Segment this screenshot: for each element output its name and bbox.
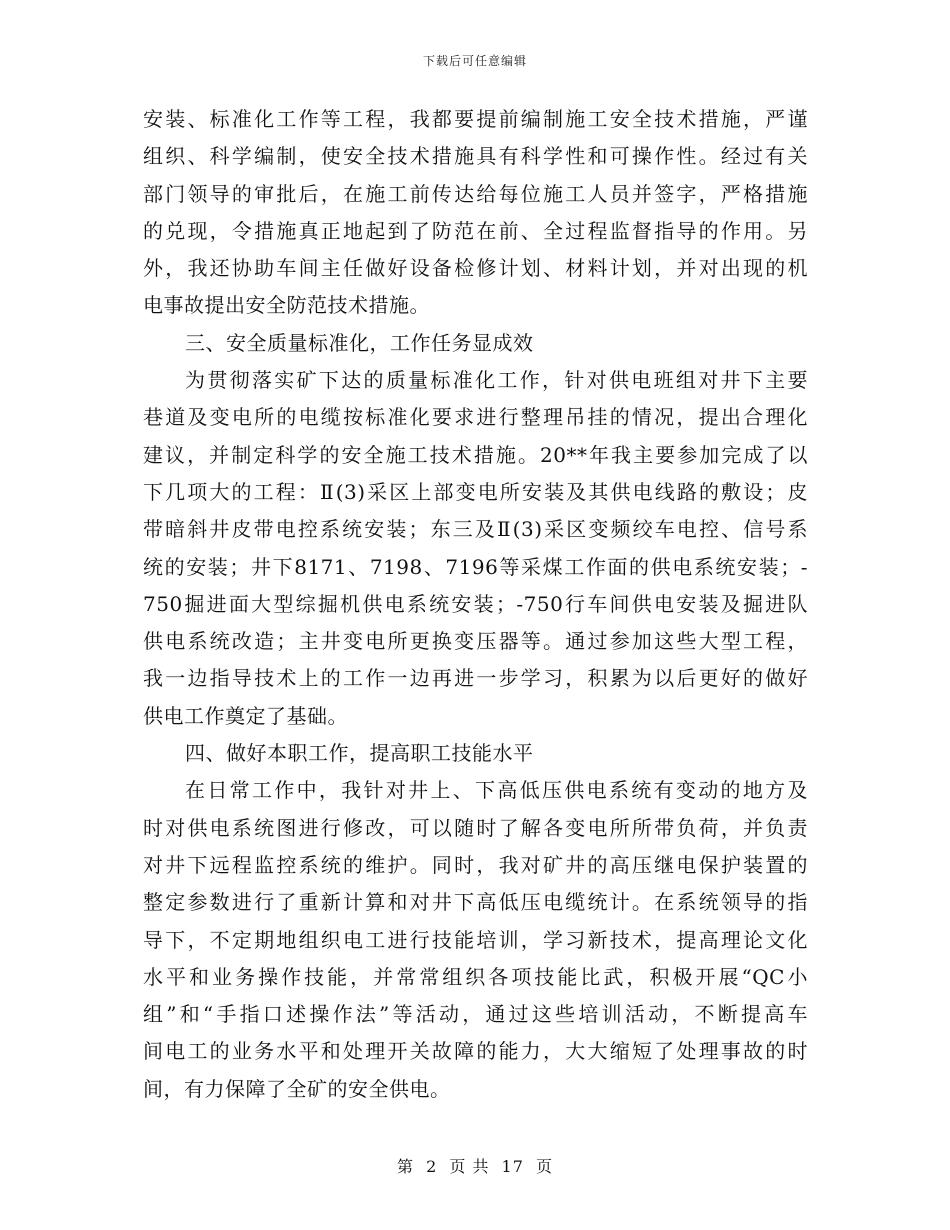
body-line: 组织、科学编制，使安全技术措施具有科学性和可操作性。经过有关 — [143, 144, 808, 169]
body-line: 统的安装；井下8171、7198、7196等采煤工作面的供电系统安装；- — [143, 554, 808, 579]
body-line: 带暗斜井皮带电控系统安装；东三及Ⅱ(3)采区变频绞车电控、信号系 — [143, 517, 808, 542]
body-line: 下几项大的工程：Ⅱ(3)采区上部变电所安装及其供电线路的敷设；皮 — [143, 479, 808, 504]
body-line: 时对供电系统图进行修改，可以随时了解各变电所所带负荷，并负责 — [143, 815, 808, 840]
body-line: 对井下远程监控系统的维护。同时，我对矿井的高压继电保护装置的 — [143, 852, 808, 877]
body-line: 水平和业务操作技能，并常常组织各项技能比武，积极开展“QC小 — [143, 964, 808, 989]
body-line: 安装、标准化工作等工程，我都要提前编制施工安全技术措施，严谨 — [143, 107, 808, 131]
body-line: 在日常工作中，我针对井上、下高低压供电系统有变动的地方及 — [185, 778, 808, 803]
body-line: 电事故提出安全防范技术措施。 — [143, 293, 430, 318]
body-line: 的兑现，令措施真正地起到了防范在前、全过程监督指导的作用。另 — [143, 218, 808, 243]
body-line: 供电系统改造；主井变电所更换变压器等。通过参加这些大型工程， — [143, 629, 808, 654]
footer-suffix: 页 — [536, 1157, 554, 1176]
document-body — [143, 101, 808, 1108]
section-heading: 四、做好本职工作，提高职工技能水平 — [185, 741, 534, 766]
body-line: 组”和“手指口述操作法”等活动，通过这些培训活动，不断提高车 — [143, 1002, 808, 1027]
body-line: 导下，不定期地组织电工进行技能培训，学习新技术，提高理论文化 — [143, 927, 808, 952]
body-line: 整定参数进行了重新计算和对井下高低压电缆统计。在系统领导的指 — [143, 890, 808, 915]
current-page-number: 2 — [426, 1157, 438, 1176]
body-line: 间，有力保障了全矿的安全供电。 — [143, 1076, 451, 1101]
body-line: 外，我还协助车间主任做好设备检修计划、材料计划，并对出现的机 — [143, 256, 808, 281]
footer-prefix: 第 — [396, 1157, 414, 1176]
body-line: 巷道及变电所的电缆按标准化要求进行整理吊挂的情况，提出合理化 — [143, 405, 808, 430]
page-header: 下载后可任意编辑 — [422, 54, 527, 68]
body-line: 间电工的业务水平和处理开关故障的能力，大大缩短了处理事故的时 — [143, 1039, 808, 1064]
section-heading: 三、安全质量标准化，工作任务显成效 — [185, 330, 534, 355]
page-footer — [0, 1154, 950, 1177]
footer-middle: 页 共 — [449, 1157, 490, 1176]
body-line: 建议，并制定科学的安全施工技术措施。20**年我主要参加完成了以 — [143, 442, 808, 467]
body-line: 我一边指导技术上的工作一边再进一步学习，积累为以后更好的做好 — [143, 666, 808, 691]
total-page-count: 17 — [501, 1157, 524, 1176]
body-line: 为贯彻落实矿下达的质量标准化工作，针对供电班组对井下主要 — [185, 368, 808, 393]
body-line: 部门领导的审批后，在施工前传达给每位施工人员并签字，严格措施 — [143, 181, 808, 206]
body-line: 供电工作奠定了基础。 — [143, 703, 348, 728]
body-line: 750掘进面大型综掘机供电系统安装；-750行车间供电安装及掘进队 — [143, 591, 808, 616]
